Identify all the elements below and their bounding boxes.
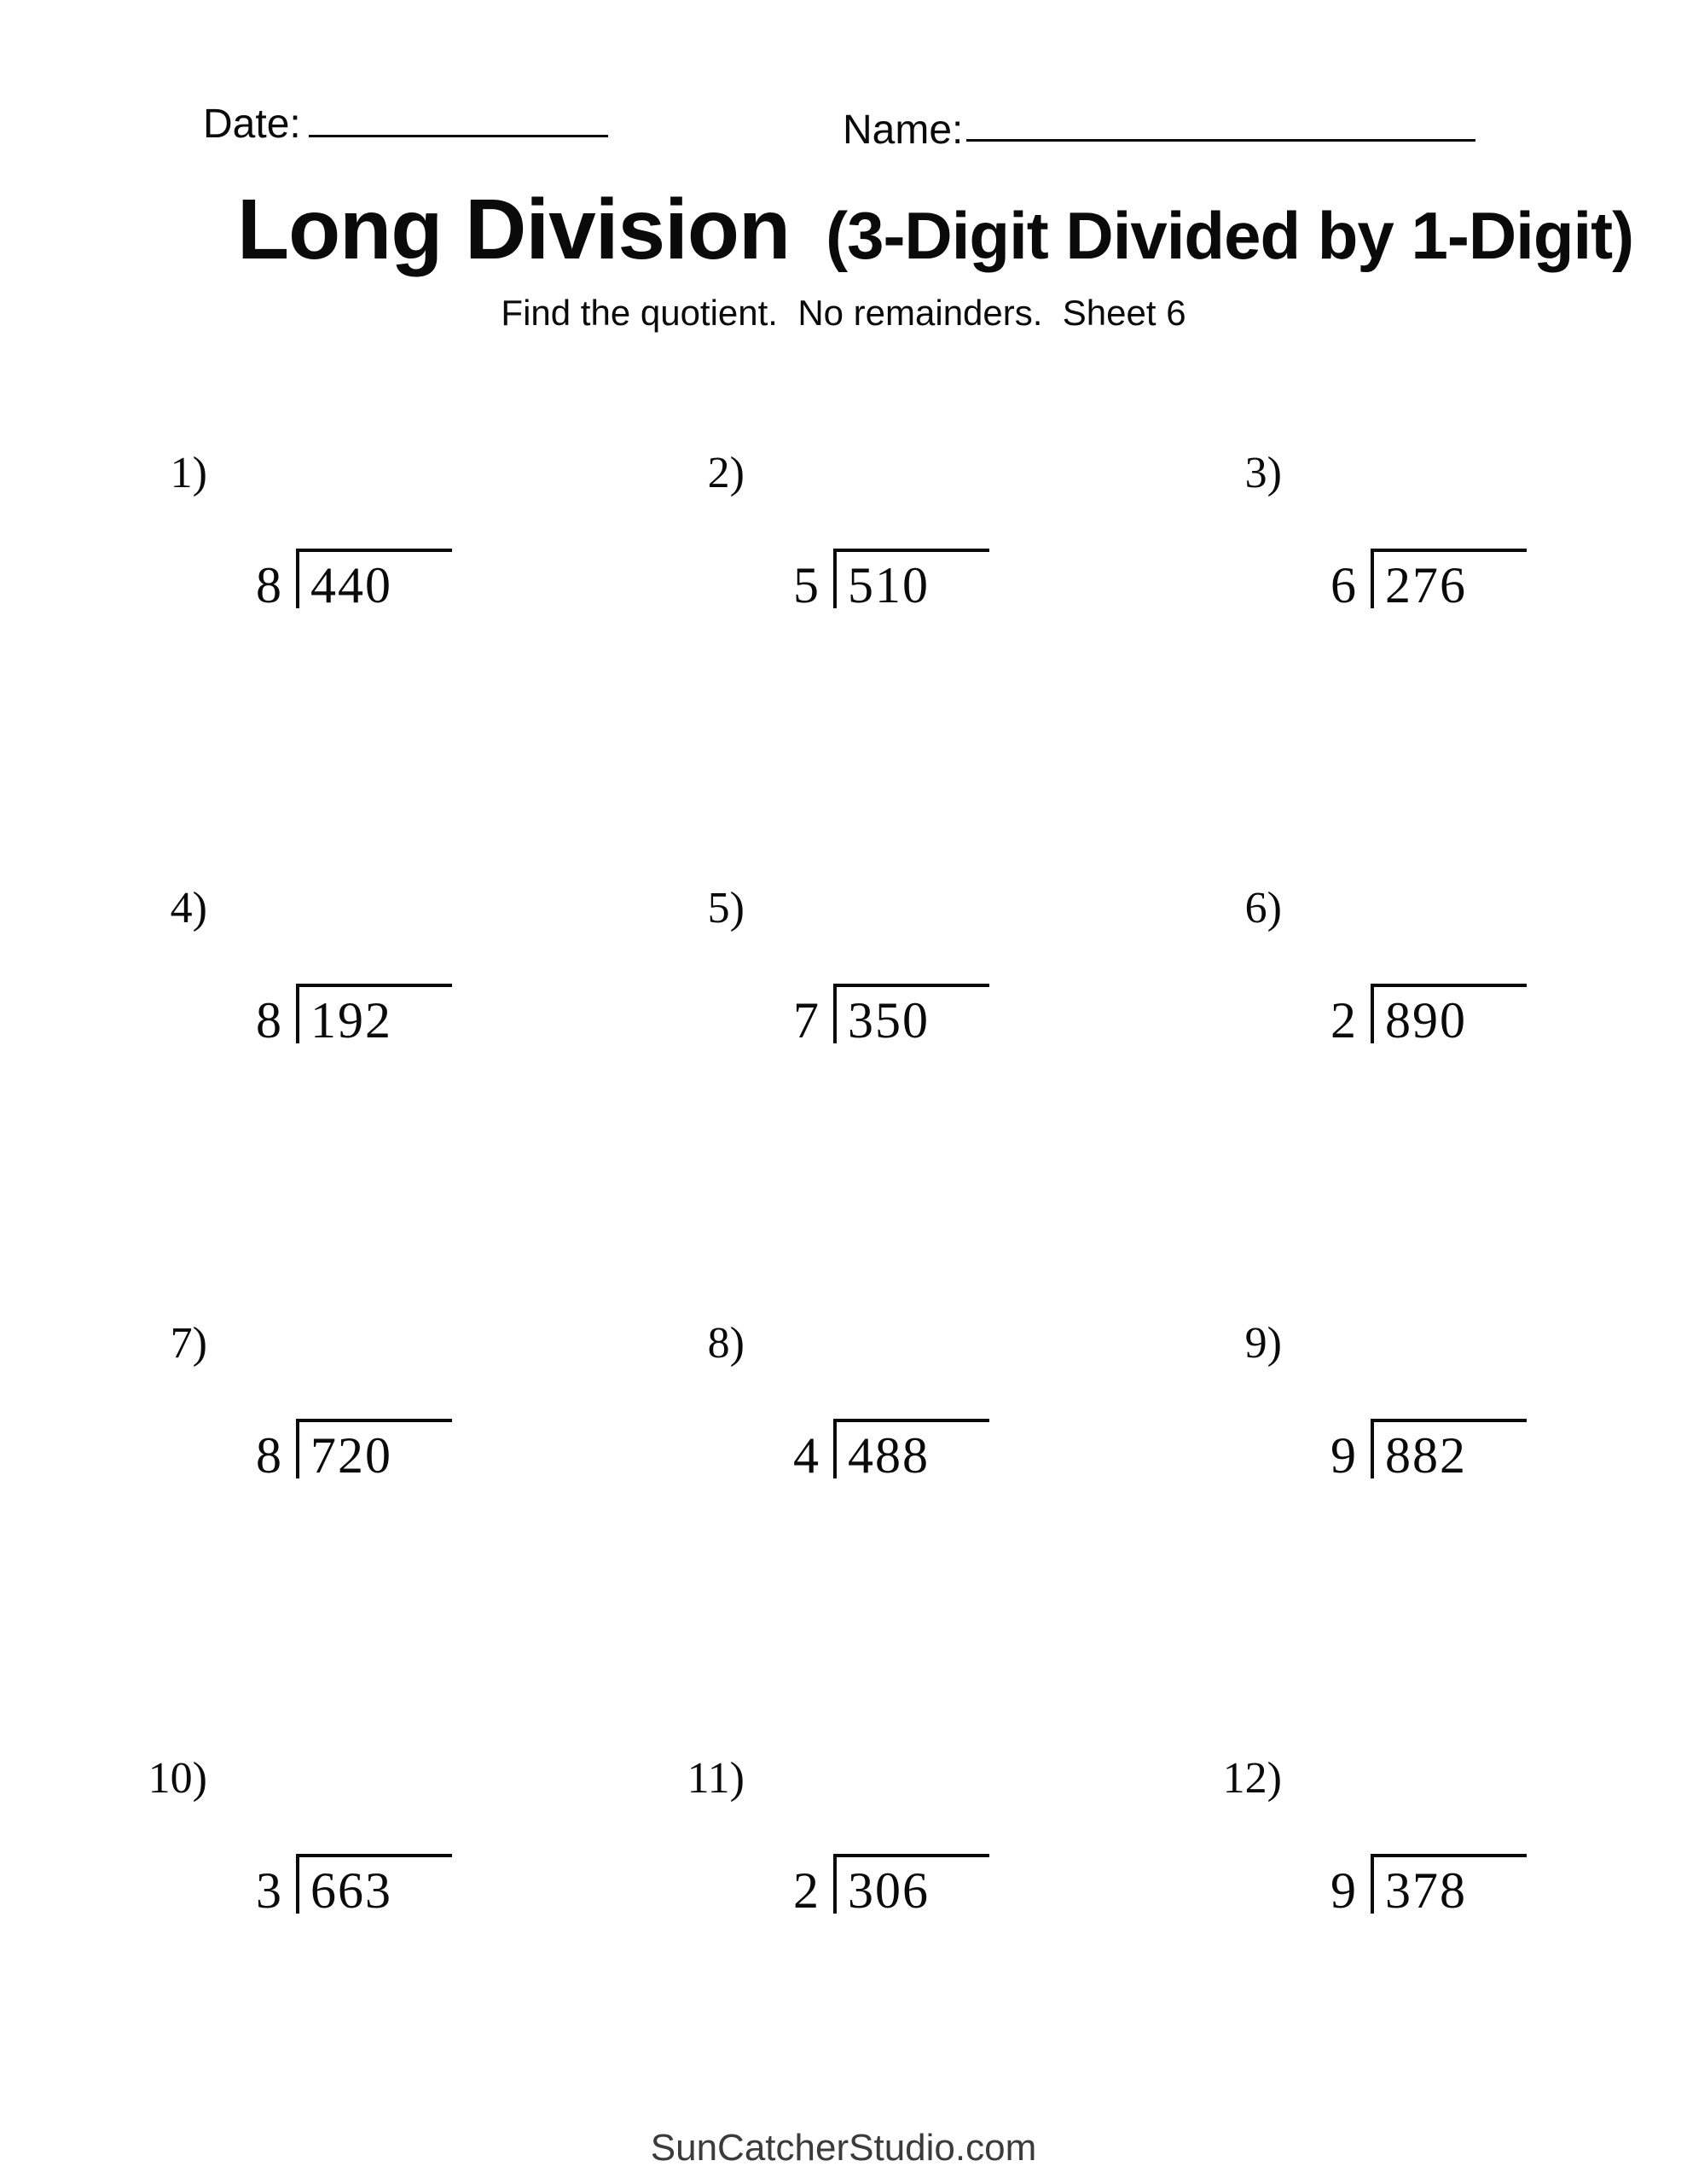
division-vertical-bar — [296, 1854, 299, 1914]
division-vertical-bar — [1371, 984, 1374, 1043]
divisor: 9 — [1330, 1427, 1356, 1484]
problem-number: 8) — [707, 1319, 745, 1368]
divisor: 6 — [1330, 557, 1356, 613]
division-vinculum-line — [833, 984, 989, 987]
divisor: 4 — [793, 1427, 819, 1484]
division-vinculum-line — [296, 549, 452, 552]
problem-number: 10) — [148, 1754, 207, 1803]
division-vertical-bar — [296, 549, 299, 608]
problem-number: 2) — [707, 449, 745, 497]
problem-4 — [139, 884, 506, 1073]
division-vertical-bar — [1371, 1419, 1374, 1478]
dividend: 440 — [310, 557, 392, 613]
division-vinculum-line — [833, 1854, 989, 1857]
divisor: 2 — [793, 1862, 819, 1919]
division-vinculum-line — [1371, 984, 1527, 987]
dividend: 663 — [310, 1862, 392, 1919]
dividend: 378 — [1385, 1862, 1467, 1919]
division-vertical-bar — [833, 1419, 837, 1478]
division-vertical-bar — [1371, 549, 1374, 608]
problem-number: 9) — [1244, 1319, 1282, 1368]
divisor: 7 — [793, 992, 819, 1048]
dividend: 192 — [310, 992, 392, 1048]
problem-1 — [139, 449, 506, 638]
problem-number: 11) — [687, 1754, 745, 1803]
problem-2 — [676, 449, 1043, 638]
divisor: 2 — [1330, 992, 1356, 1048]
problem-10 — [139, 1754, 506, 1943]
division-vinculum-line — [296, 1419, 452, 1422]
dividend: 882 — [1385, 1427, 1467, 1484]
divisor: 9 — [1330, 1862, 1356, 1919]
dividend: 510 — [848, 557, 930, 613]
problem-7 — [139, 1319, 506, 1508]
name-label: Name: — [843, 107, 964, 153]
dividend: 890 — [1385, 992, 1467, 1048]
problem-12 — [1214, 1754, 1580, 1943]
division-vertical-bar — [1371, 1854, 1374, 1914]
division-vinculum-line — [833, 549, 989, 552]
page-title-suffix: (3-Digit Divided by 1-Digit) — [826, 198, 1634, 273]
division-vinculum-line — [296, 984, 452, 987]
problem-9 — [1214, 1319, 1580, 1508]
footer-credit: SunCatcherStudio.com — [650, 2127, 1037, 2169]
dividend: 306 — [848, 1862, 930, 1919]
divisor: 8 — [256, 557, 281, 613]
divisor: 8 — [256, 1427, 281, 1484]
problem-5 — [676, 884, 1043, 1073]
division-vinculum-line — [1371, 1854, 1527, 1857]
problem-number: 5) — [707, 884, 745, 932]
problem-number: 7) — [170, 1319, 207, 1368]
division-vertical-bar — [296, 1419, 299, 1478]
division-vinculum-line — [1371, 549, 1527, 552]
problem-8 — [676, 1319, 1043, 1508]
division-vertical-bar — [833, 549, 837, 608]
problem-number: 6) — [1244, 884, 1282, 932]
division-vinculum-line — [1371, 1419, 1527, 1422]
division-vertical-bar — [296, 984, 299, 1043]
dividend: 350 — [848, 992, 930, 1048]
worksheet-instructions: Find the quotient. No remainders. Sheet 6 — [501, 293, 1186, 333]
division-vertical-bar — [833, 1854, 837, 1914]
division-vinculum-line — [296, 1854, 452, 1857]
problem-3 — [1214, 449, 1580, 638]
problem-number: 3) — [1244, 449, 1282, 497]
problem-number: 4) — [170, 884, 207, 932]
dividend: 720 — [310, 1427, 392, 1484]
date-label: Date: — [203, 102, 301, 147]
problem-6 — [1214, 884, 1580, 1073]
divisor: 5 — [793, 557, 819, 613]
problem-11 — [676, 1754, 1043, 1943]
page-title: Long Division — [237, 182, 791, 277]
division-vinculum-line — [833, 1419, 989, 1422]
divisor: 8 — [256, 992, 281, 1048]
division-vertical-bar — [833, 984, 837, 1043]
dividend: 276 — [1385, 557, 1467, 613]
divisor: 3 — [256, 1862, 281, 1919]
problem-number: 12) — [1222, 1754, 1282, 1803]
dividend: 488 — [848, 1427, 930, 1484]
problem-number: 1) — [170, 449, 207, 497]
